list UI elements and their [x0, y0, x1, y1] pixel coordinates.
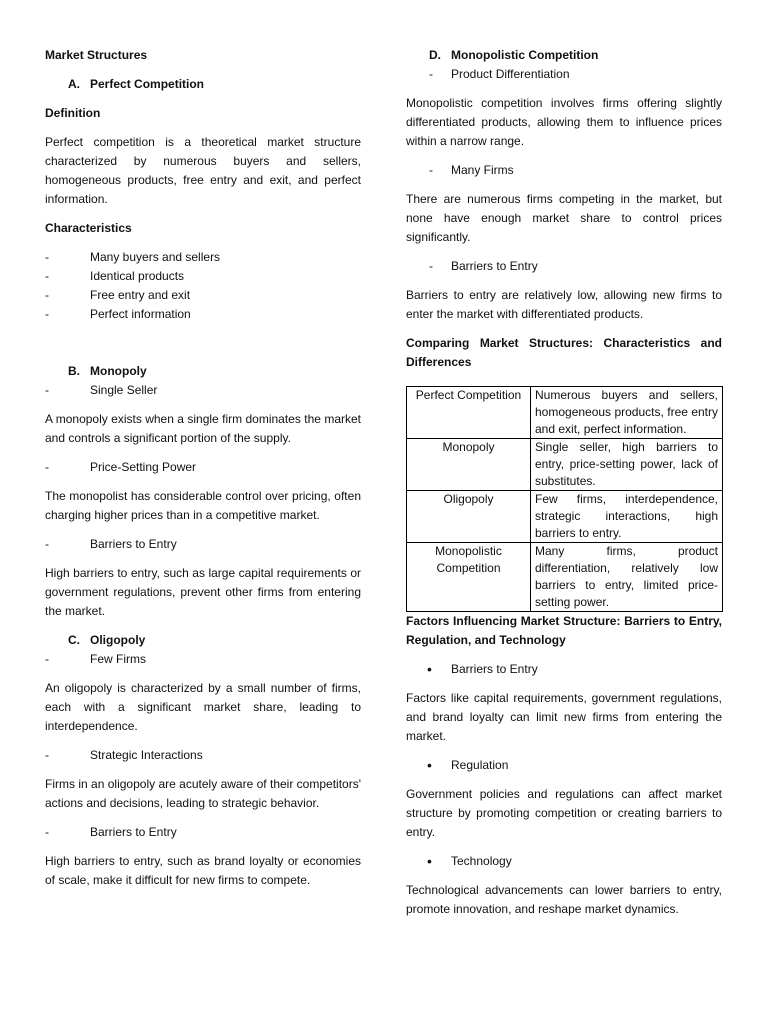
table-cell-structure: Perfect Competition [407, 387, 531, 439]
list-item [406, 161, 722, 180]
list-item [406, 257, 722, 276]
document-title: Market Structures [45, 48, 148, 62]
list-item-text: Product Differentiation [451, 67, 570, 81]
list-item [406, 660, 722, 679]
dash-marker: - [45, 652, 49, 666]
list-item [406, 852, 722, 871]
dash-marker: - [45, 250, 49, 264]
section-c-heading [45, 631, 361, 650]
bullet-marker: • [427, 757, 432, 773]
definition-label: Definition [45, 106, 101, 120]
list-item [45, 746, 361, 765]
section-d-marker: D. [429, 48, 441, 62]
section-d-heading [406, 46, 722, 65]
paragraph: There are numerous firms competing in the market, but none have enough market share to control prices significantly. [406, 192, 722, 244]
bullet-marker: • [427, 661, 432, 677]
paragraph: Monopolistic competition involves firms offering slightly differentiated products, allowing them to influence prices within a narrow range. [406, 96, 722, 148]
dash-marker: - [45, 307, 49, 321]
list-item [45, 267, 361, 286]
list-item [45, 286, 361, 305]
list-item-text: Perfect information [90, 307, 191, 321]
section-c-marker: C. [68, 633, 80, 647]
dash-marker: - [45, 269, 49, 283]
list-item-text: Price-Setting Power [90, 460, 197, 474]
dash-marker: - [45, 288, 49, 302]
list-item-text: Many buyers and sellers [90, 250, 221, 264]
section-c-title: Oligopoly [90, 633, 146, 647]
dash-marker: - [429, 259, 433, 273]
table-cell-structure: Monopolistic Competition [407, 543, 531, 612]
list-item [45, 458, 361, 477]
dash-marker: - [45, 460, 49, 474]
table-cell-description: Numerous buyers and sellers, homogeneous products, free entry and exit, perfect information. [531, 387, 723, 439]
table-cell-description: Single seller, high barriers to entry, price-setting power, lack of substitutes. [531, 439, 723, 491]
section-a-title: Perfect Competition [90, 77, 205, 91]
characteristics-label: Characteristics [45, 221, 132, 235]
list-item [45, 823, 361, 842]
dash-marker: - [429, 163, 433, 177]
paragraph: Technological advancements can lower barriers to entry, promote innovation, and reshape market dynamics. [406, 883, 722, 916]
list-item-text: Many Firms [451, 163, 514, 177]
section-b-heading [45, 362, 361, 381]
section-a-marker: A. [68, 77, 80, 91]
table-row [407, 491, 723, 543]
paragraph: Barriers to entry are relatively low, allowing new firms to enter the market with differentiated products. [406, 288, 722, 321]
dash-marker: - [45, 748, 49, 762]
list-item-text: Barriers to Entry [451, 662, 538, 676]
paragraph: A monopoly exists when a single firm dominates the market and controls a significant portion of the supply. [45, 412, 361, 445]
list-item [45, 248, 361, 267]
left-column [45, 46, 361, 890]
list-item [45, 650, 361, 669]
section-b-marker: B. [68, 364, 80, 378]
paragraph: Government policies and regulations can affect market structure by promoting competition or creating barriers to entry. [406, 787, 722, 839]
section-b-title: Monopoly [90, 364, 147, 378]
list-item [406, 756, 722, 775]
paragraph: The monopolist has considerable control over pricing, often charging higher prices than in a competitive market. [45, 489, 361, 522]
dash-marker: - [429, 67, 433, 81]
table-cell-structure: Monopoly [407, 439, 531, 491]
paragraph: High barriers to entry, such as brand loyalty or economies of scale, make it difficult for new firms to compete. [45, 854, 361, 887]
list-item-text: Regulation [451, 758, 509, 772]
table-row [407, 543, 723, 612]
list-item-text: Technology [451, 854, 512, 868]
list-item [45, 305, 361, 324]
comparison-table [406, 386, 723, 612]
table-cell-description: Many firms, product differentiation, relatively low barriers to entry, limited price-setting power. [531, 543, 723, 612]
list-item [45, 535, 361, 554]
list-item [406, 65, 722, 84]
paragraph: Firms in an oligopoly are acutely aware of their competitors' actions and decisions, leading to strategic behavior. [45, 777, 361, 810]
dash-marker: - [45, 825, 49, 839]
factors-heading: Factors Influencing Market Structure: Barriers to Entry, Regulation, and Technology [406, 614, 722, 647]
list-item-text: Single Seller [90, 383, 158, 397]
right-column [406, 46, 722, 919]
table-row [407, 387, 723, 439]
table-cell-description: Few firms, interdependence, strategic interactions, high barriers to entry. [531, 491, 723, 543]
list-item-text: Barriers to Entry [451, 259, 538, 273]
list-item-text: Barriers to Entry [90, 537, 177, 551]
list-item-text: Strategic Interactions [90, 748, 203, 762]
dash-marker: - [45, 383, 49, 397]
table-cell-structure: Oligopoly [407, 491, 531, 543]
list-item-text: Identical products [90, 269, 185, 283]
table-row [407, 439, 723, 491]
list-item-text: Free entry and exit [90, 288, 191, 302]
paragraph: Factors like capital requirements, government regulations, and brand loyalty can limit new firms from entering the market. [406, 691, 722, 743]
list-item-text: Few Firms [90, 652, 146, 666]
bullet-marker: • [427, 853, 432, 869]
compare-heading: Comparing Market Structures: Characteristics and Differences [406, 336, 722, 369]
section-a-heading [45, 75, 361, 94]
list-item-text: Barriers to Entry [90, 825, 177, 839]
list-item [45, 381, 361, 400]
dash-marker: - [45, 537, 49, 551]
paragraph: An oligopoly is characterized by a small number of firms, each with a significant market share, leading to interdependence. [45, 681, 361, 733]
definition-text: Perfect competition is a theoretical market structure characterized by numerous buyers and sellers, homogeneous products, free entry and exit, and perfect information. [45, 135, 361, 206]
paragraph: High barriers to entry, such as large capital requirements or government regulations, prevent other firms from entering the market. [45, 566, 361, 618]
section-d-title: Monopolistic Competition [451, 48, 599, 62]
